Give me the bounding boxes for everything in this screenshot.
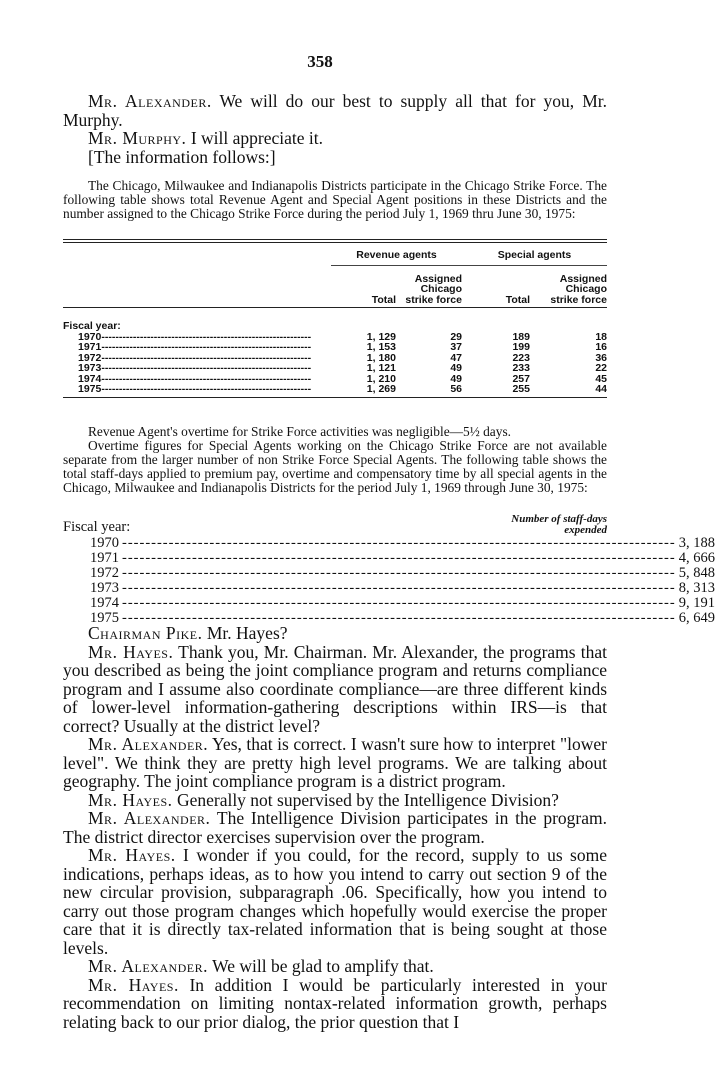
sa-total-cell: 233 [512, 362, 530, 374]
speaker-name: Mr. Murphy. [88, 128, 187, 148]
staff-days-year: 1970 [90, 535, 119, 551]
speaker-name: Mr. Alexander. [88, 956, 209, 976]
staff-days-value: 5, 848 [678, 565, 715, 581]
sa-total-cell: 255 [512, 383, 530, 395]
speaker-name: Mr. Hayes. [88, 641, 174, 662]
col-header-ra-total: Total [371, 293, 396, 306]
intro-statement-2: [The information follows:] [88, 146, 276, 167]
statement-text: I wonder if you could, for the record, supply to us some indications, perhaps ideas, as to how you intend to carry out section 9 of the new circular provision, subparagraph .06. Specifically, how you intend to carry out those program changes which hopefully would exercise the proper care that it is directly tax-related information that is being sought at those levels. [63, 845, 607, 958]
staff-days-value-header: Number of staff-days expended [511, 513, 607, 536]
insert-paragraph: The Chicago, Milwaukee and Indianapolis Districts participate in the Chicago Strike Force. The following table shows total Revenue Agent and Special Agent positions in these Districts and the number assigned to the Chicago Strike Force during the period July 1, 1969 thru June 30, 1975: [63, 178, 607, 221]
staff-days-year: 1974 [90, 595, 119, 611]
table-row: 1975------------------------------------------------------------ 1, 269 56 255 44 [78, 383, 607, 395]
year-cell: 1975 [78, 383, 102, 395]
dialogue-statement [63, 643, 607, 736]
insert-paragraph-block [63, 179, 607, 221]
staff-days-row: 1972 ----------------------------------------------------------------------------------------------- 5, 848 [63, 566, 607, 581]
sa-assigned-cell: 45 [595, 372, 607, 385]
staff-days-year: 1973 [90, 580, 119, 596]
staff-days-year: 1975 [90, 610, 119, 626]
dialogue-statement [63, 809, 607, 846]
speaker-name: Mr. Alexander. [88, 808, 211, 828]
speaker-name: Mr. Hayes. [88, 845, 176, 865]
table-row-group [63, 309, 607, 332]
dialogue-statement [63, 846, 607, 957]
staff-days-value: 8, 313 [678, 580, 715, 596]
statement-text: In addition I would be particularly interested in your recommendation on limiting nontax-related information growth, perhaps relating back to our prior dialog, the prior question that I [63, 974, 607, 1032]
group-header-special: Special agents [462, 243, 607, 265]
ra-total-cell: 1, 129 [366, 330, 396, 343]
speaker-name: Mr. Alexander. [88, 734, 209, 754]
agents-table [63, 239, 607, 398]
staff-days-value: 9, 191 [678, 595, 715, 611]
main-dialogue [63, 624, 607, 1031]
dialogue-statement [63, 957, 607, 976]
intro-dialogue [63, 92, 607, 166]
ra-assigned-cell: 49 [450, 362, 462, 374]
statement-text: Mr. Hayes? [202, 623, 288, 643]
ra-total-cell: 1, 180 [366, 351, 396, 364]
ra-assigned-cell: 49 [450, 372, 462, 385]
staff-days-row: 1970 ----------------------------------------------------------------------------------------------- 3, 188 [63, 536, 607, 551]
ra-total-cell: 1, 121 [366, 362, 396, 374]
col-header-sa-assigned: Assigned Chicago strike force [550, 272, 607, 306]
staff-days-year: 1971 [90, 550, 119, 566]
staff-days-table [63, 508, 715, 626]
col-header-ra-assigned: Assigned Chicago strike force [405, 272, 462, 306]
staff-days-value: 3, 188 [678, 535, 715, 551]
ra-total-cell: 1, 153 [366, 341, 396, 353]
ra-assigned-cell: 37 [450, 341, 462, 353]
ra-assigned-cell: 29 [450, 330, 462, 343]
year-cell: 1970 [78, 330, 102, 343]
staff-days-year: 1972 [90, 565, 119, 581]
table-row: 1971------------------------------------------------------------ 1, 153 37 199 16 [78, 341, 607, 353]
dialogue-statement [63, 791, 607, 810]
year-cell: 1974 [78, 372, 102, 385]
group-header-revenue: Revenue agents [331, 243, 462, 265]
statement-text: Generally not supervised by the Intelligence Division? [172, 789, 559, 810]
sa-assigned-cell: 18 [595, 330, 607, 343]
page-number: 358 [307, 52, 333, 71]
ra-total-cell: 1, 269 [366, 383, 396, 395]
statement-text: Yes, that is correct. I wasn't sure how to interpret "lower level". We think they are pretty high level programs. We are talking about geography. The joint compliance program is a district program. [63, 734, 607, 791]
row-group-label: Fiscal year: [63, 320, 121, 332]
overtime-paragraph-1: Overtime figures for Special Agents working on the Chicago Strike Force are not available separate from the larger number of non Strike Force Special Agents. The following table shows the total staff-days applied to premium pay, overtime and compensatory time by all special agents in the Chicago, Milwaukee and Indianapolis Districts for the period July 1, 1969 through June 30, 1975: [63, 438, 607, 495]
sa-total-cell: 189 [512, 330, 530, 343]
overtime-paragraph-0: Revenue Agent's overtime for Strike Force activities was negligible—5½ days. [88, 424, 512, 439]
speaker-name: Mr. Hayes. [88, 974, 179, 995]
staff-days-row: 1974 ----------------------------------------------------------------------------------------------- 9, 191 [63, 596, 607, 611]
statement-text: We will be glad to amplify that. [208, 956, 434, 976]
statement-text: Thank you, Mr. Chairman. Mr. Alexander, the programs that you described as being the joint compliance program and returns compliance program and I assume also coordinate compliance—are three different kinds of lower-level information-gathering descriptions within IRS—is that correct? Usually at the district level? [63, 641, 607, 736]
sa-total-cell: 199 [512, 341, 530, 353]
year-cell: 1971 [78, 341, 102, 353]
sa-assigned-cell: 44 [595, 383, 607, 395]
ra-total-cell: 1, 210 [366, 372, 396, 385]
staff-days-row: 1975 ----------------------------------------------------------------------------------------------- 6, 649 [63, 611, 607, 626]
staff-days-row: 1971 ----------------------------------------------------------------------------------------------- 4, 666 [63, 551, 607, 566]
col-header-sa-total: Total [505, 293, 530, 306]
sa-assigned-cell: 16 [595, 341, 607, 353]
sa-assigned-cell: 36 [595, 351, 607, 364]
sa-assigned-cell: 22 [595, 362, 607, 374]
year-cell: 1972 [78, 351, 102, 364]
year-cell: 1973 [78, 362, 102, 374]
dialogue-statement [63, 735, 607, 791]
speaker-name: Chairman Pike. [88, 623, 203, 643]
staff-days-label-header: Fiscal year: [63, 519, 131, 535]
table-row: 1973------------------------------------------------------------ 1, 121 49 233 22 [78, 362, 607, 374]
dialogue-statement [63, 624, 607, 643]
speaker-name: Mr. Alexander. [88, 91, 212, 111]
staff-days-row: 1973 ----------------------------------------------------------------------------------------------- 8, 313 [63, 581, 607, 596]
table-row: 1970------------------------------------------------------------ 1, 129 29 189 18 [78, 330, 607, 343]
table-top-rule [63, 239, 607, 240]
table-column-header-row [63, 265, 607, 305]
table-row: 1972------------------------------------------------------------ 1, 180 47 223 36 [78, 351, 607, 364]
intro-statement-1: Mr. Murphy. I will appreciate it. [88, 128, 323, 148]
ra-assigned-cell: 56 [450, 383, 462, 395]
staff-days-value: 4, 666 [678, 550, 715, 566]
table-bottom-rule [63, 397, 607, 398]
table-group-header-row [63, 243, 607, 265]
statement-text: The Intelligence Division participates in the program. The district director exercises supervision over the program. [63, 808, 607, 847]
sa-total-cell: 223 [512, 351, 530, 364]
table-row: 1974------------------------------------------------------------ 1, 210 49 257 45 [78, 372, 607, 385]
overtime-block [63, 425, 607, 495]
staff-days-value: 6, 649 [678, 610, 715, 626]
dialogue-statement [63, 976, 607, 1032]
sa-total-cell: 257 [512, 372, 530, 385]
ra-assigned-cell: 47 [450, 351, 462, 364]
speaker-name: Mr. Hayes. [88, 789, 173, 810]
intro-statement-0: Mr. Alexander. We will do our best to supply all that for you, Mr. Murphy. [63, 91, 607, 130]
